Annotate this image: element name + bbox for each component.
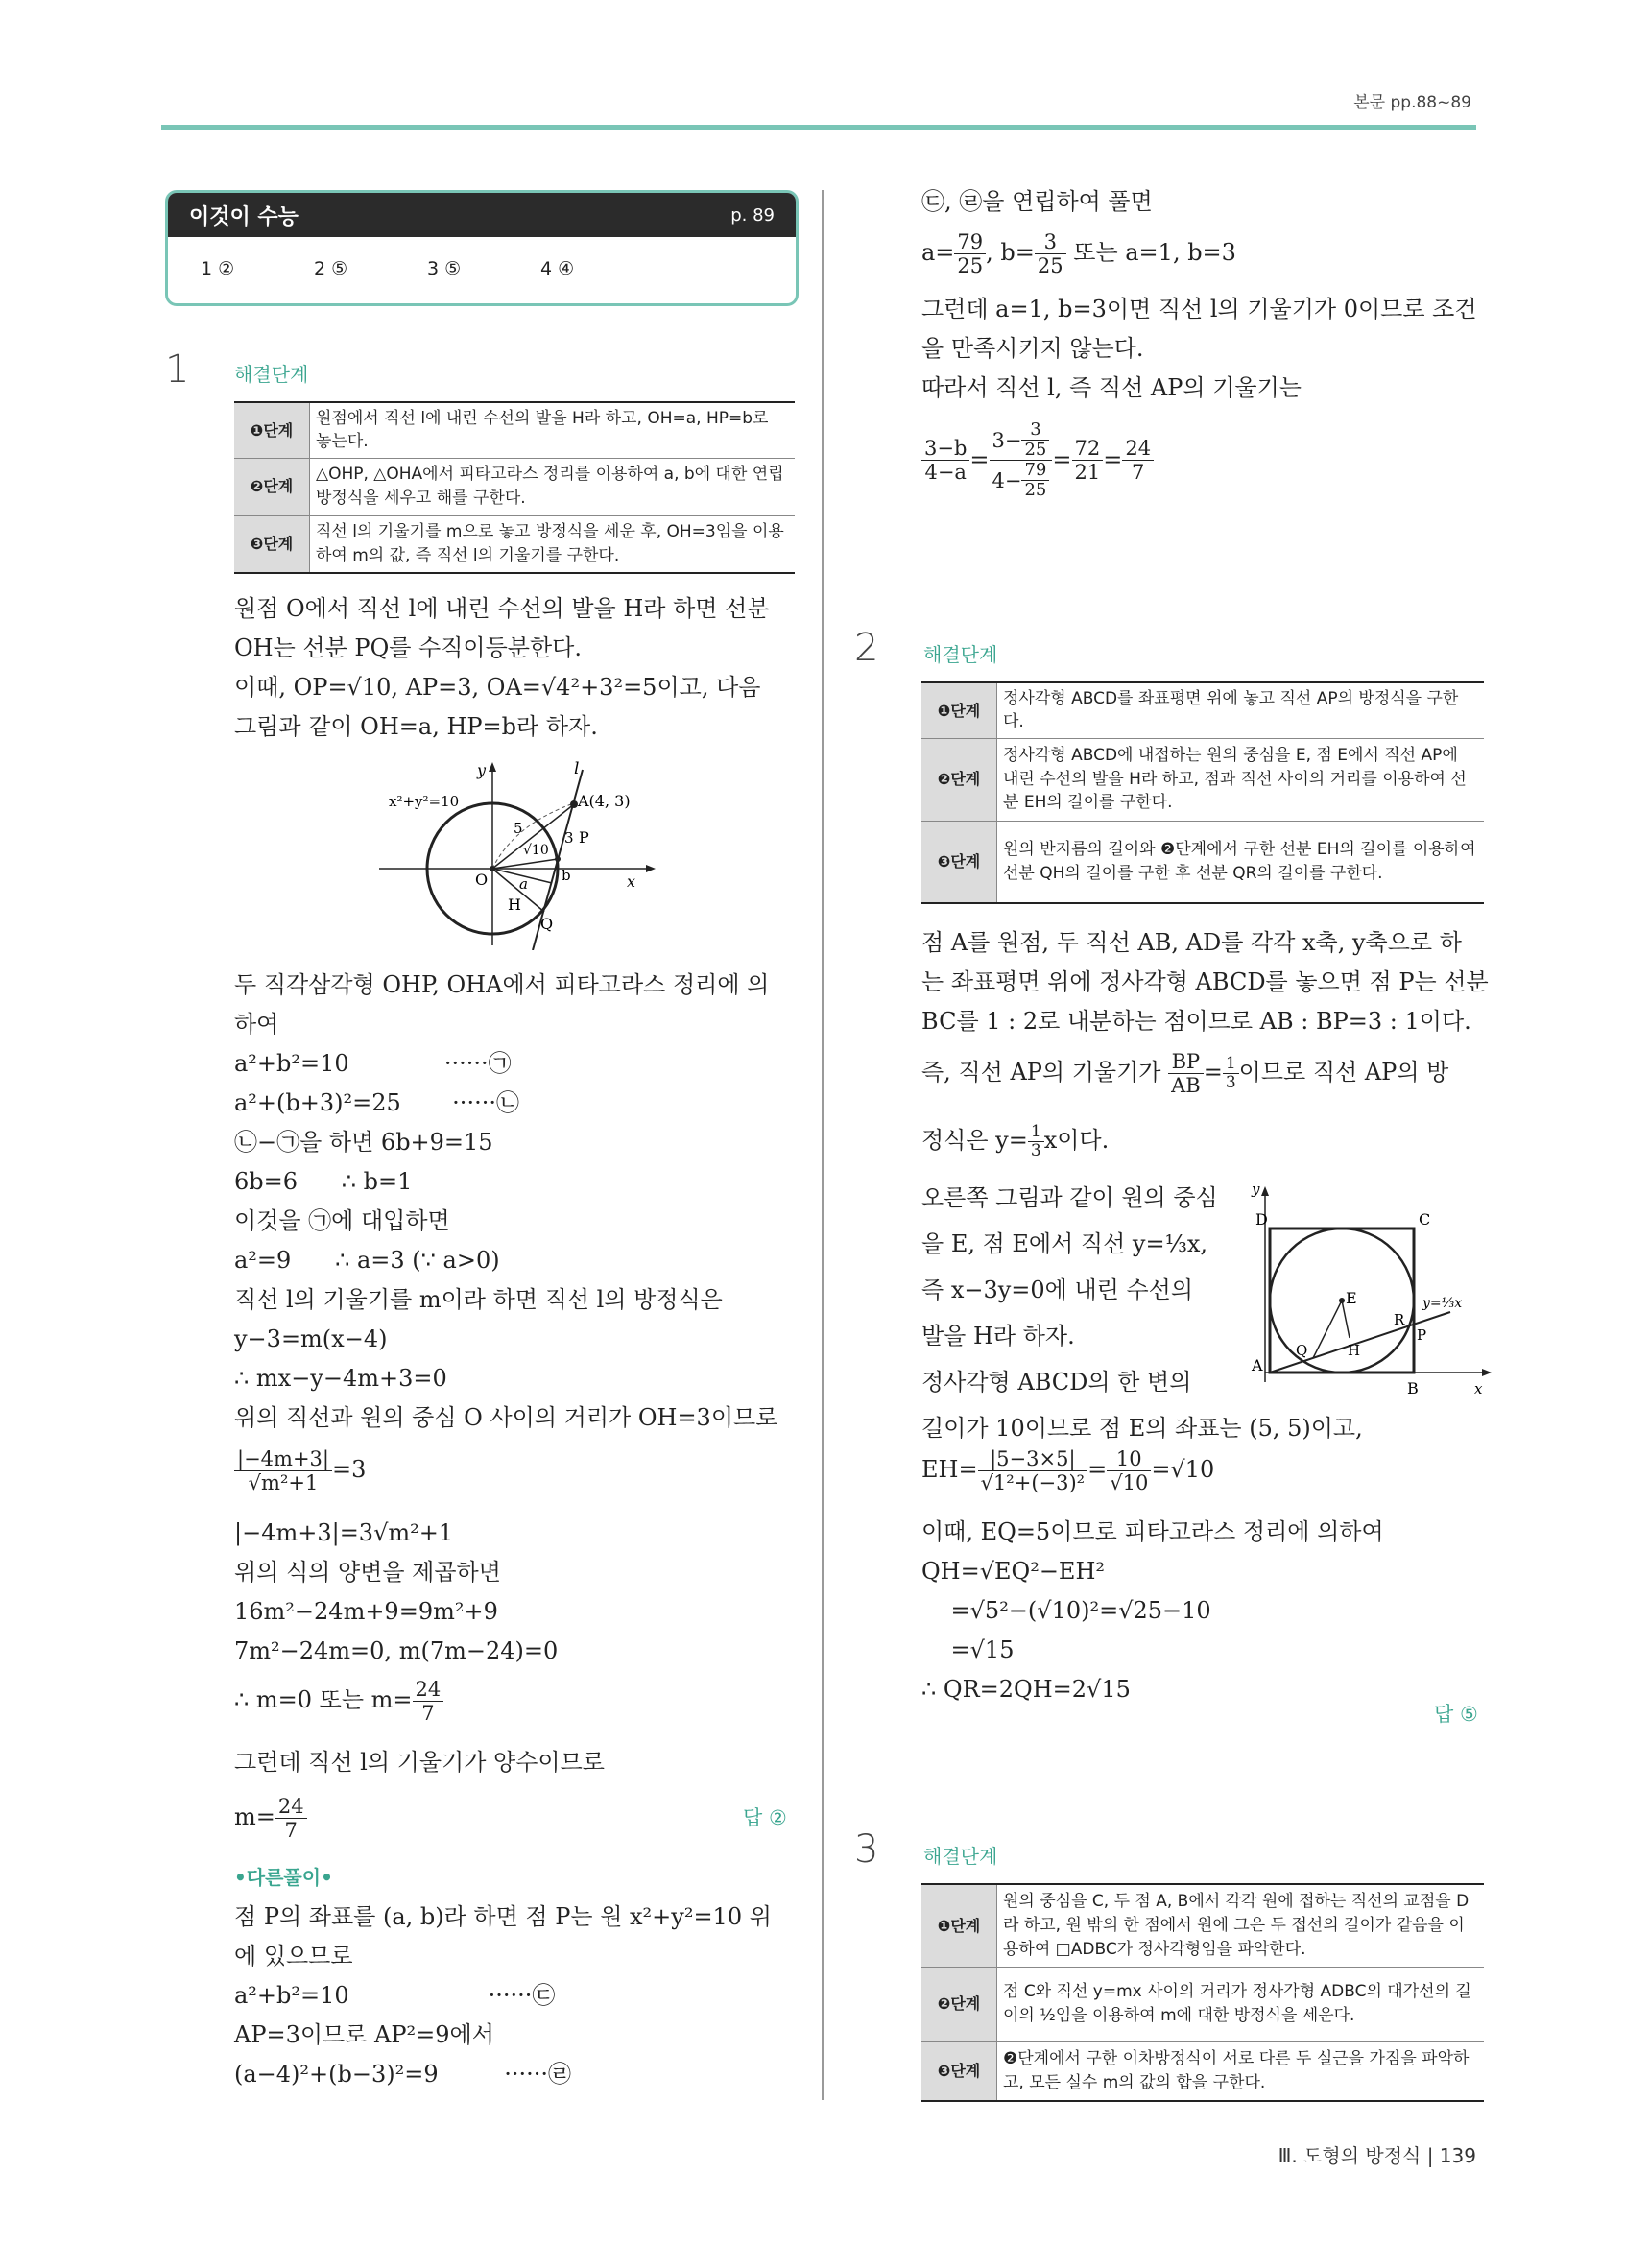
answer-item: 3 ⑤	[427, 258, 462, 279]
label-D: D	[1255, 1210, 1268, 1229]
problem-number: 1	[165, 347, 190, 392]
text-line: 16m²−24m+9=9m²+9	[234, 1598, 498, 1625]
page-footer: Ⅲ. 도형의 방정식 | 139	[1278, 2144, 1476, 2167]
text-line: 는 좌표평면 위에 정사각형 ABCD를 놓으면 점 P는 선분	[921, 968, 1489, 995]
header-rule	[161, 125, 1476, 130]
text-line: BC를 1 : 2로 내분하는 점이므로 AB : BP=3 : 1이다.	[921, 1008, 1471, 1035]
text-line: 이때, EQ=5이므로 피타고라스 정리에 의하여	[921, 1518, 1384, 1545]
text-line: 길이가 10이므로 점 E의 좌표는 (5, 5)이고,	[921, 1415, 1363, 1442]
label-three: 3	[564, 829, 574, 847]
slope-ap-line: 즉, 직선 AP의 기울기가 $\frac{BP}{AB}$ = $\frac{1}{3}$ 이므로 직선 AP의 방	[921, 1050, 1449, 1097]
alternative-solution-label: •다른풀이•	[234, 1866, 333, 1889]
step-tag: ❸단계	[921, 821, 997, 903]
fraction: $\frac{72}{21}$	[1072, 437, 1104, 484]
compound-fraction: 3− $\frac{3}{25}$ 4− $\frac{79}{25}$	[990, 420, 1053, 500]
solution-steps-label: 해결단계	[234, 363, 309, 386]
p1-alternative	[234, 1898, 772, 2094]
label-five: 5	[514, 820, 523, 837]
text-line: a²+b²=10 ······㉠	[234, 1050, 512, 1077]
label-Q: Q	[540, 915, 554, 933]
solution-steps-table	[234, 401, 795, 574]
answer-box	[165, 190, 799, 306]
step-text: 정사각형 ABCD에 내접하는 원의 중심을 E, 점 E에서 직선 AP에 내린 수선의 발을 H라 하고, 점과 직선 사이의 거리를 이용하여 선분 EH의 길이를 구한다.	[997, 738, 1485, 821]
label-A: A	[1252, 1356, 1263, 1374]
fraction: $\frac{3-b}{4-a}$	[921, 437, 969, 484]
text-line: 발을 H라 하자.	[921, 1323, 1075, 1349]
answer-item: 2 ⑤	[314, 258, 348, 279]
answer-list	[168, 237, 796, 279]
text-line: 원점 O에서 직선 l에 내린 수선의 발을 H라 하면 선분	[234, 595, 770, 622]
text-line: 그런데 a=1, b=3이면 직선 l의 기울기가 0이므로 조건	[921, 296, 1477, 322]
step-tag: ❷단계	[921, 1967, 997, 2041]
text-line: 이것을 ㉠에 대입하면	[234, 1207, 450, 1234]
text-line: y−3=m(x−4)	[234, 1325, 388, 1352]
text-line: a²+(b+3)²=25 ······㉡	[234, 1089, 519, 1116]
step-tag: ❷단계	[921, 738, 997, 821]
text-line: QH=√EQ²−EH²	[921, 1558, 1106, 1585]
solution-steps-label: 해결단계	[923, 1845, 998, 1868]
label-x: x	[627, 872, 636, 891]
fraction: $\frac{3}{25}$	[1035, 230, 1066, 277]
text-line: ∴ mx−y−4m+3=0	[234, 1365, 447, 1392]
label-B: B	[1407, 1379, 1419, 1397]
step-text: 직선 l의 기울기를 m으로 놓고 방정식을 세운 후, OH=3임을 이용하여 m의 값, 즉 직선 l의 기울기를 구한다.	[310, 515, 796, 573]
text-line: OH는 선분 PQ를 수직이등분한다.	[234, 634, 582, 661]
step-tag: ❶단계	[921, 682, 997, 738]
m-solution: ∴ m=0 또는 m= $\frac{24}{7}$	[234, 1678, 443, 1725]
label-Q: Q	[1296, 1342, 1308, 1359]
answer-box-title: 이것이 수능	[189, 204, 299, 229]
step-text: 원의 중심을 C, 두 점 A, B에서 각각 원에 접하는 직선의 교점을 D라 하고, 원 밖의 한 점에서 원에 그은 두 접선의 길이가 같음을 이용하여 □ADBC가 정사각형임을 파악한다.	[997, 1884, 1485, 1967]
solution-steps-table	[921, 681, 1484, 904]
step-tag: ❷단계	[234, 458, 310, 515]
label-E: E	[1346, 1289, 1357, 1307]
label-H: H	[508, 895, 521, 914]
text-line: |−4m+3|=3√m²+1	[234, 1519, 454, 1546]
label-A: A(4, 3)	[578, 792, 631, 810]
text-line: AP=3이므로 AP²=9에서	[234, 2021, 494, 2048]
step-tag: ❸단계	[234, 515, 310, 573]
label-a: a	[519, 875, 528, 893]
label-H: H	[1348, 1342, 1361, 1359]
text-line: 을 E, 점 E에서 직선 y=⅓x,	[921, 1230, 1208, 1257]
step-tag: ❸단계	[921, 2041, 997, 2101]
text-line: (a−4)²+(b−3)²=9 ······㉣	[234, 2061, 572, 2088]
step-text: 원의 반지름의 길이와 ❷단계에서 구한 선분 EH의 길이를 이용하여 선분 QH의 길이를 구한 후 선분 QR의 길이를 구한다.	[997, 821, 1485, 903]
fraction: $\frac{79}{25}$	[954, 230, 986, 277]
step-text: ❷단계에서 구한 이차방정식이 서로 다른 두 실근을 가짐을 파악하고, 모든 실수 m의 값의 합을 구한다.	[997, 2041, 1485, 2101]
answer-mark: 답 ②	[743, 1806, 787, 1829]
text-line: 오른쪽 그림과 같이 원의 중심	[921, 1184, 1218, 1211]
distance-equation: $\frac{|-4m+3|}{\text{√m²+1}}$ =3	[234, 1447, 366, 1494]
step-tag: ❶단계	[921, 1884, 997, 1967]
line-ap-equation: 정식은 y= $\frac{1}{3}$ x이다.	[921, 1122, 1110, 1160]
p1-body-b	[234, 966, 777, 1438]
p1-body-d	[234, 1743, 605, 1782]
slope-computation: $\frac{3-b}{4-a}$ = 3− $\frac{3}{25}$ 4− $\frac{79}{25}$ = $\frac{72}{21}$ = $\frac{24}{7}$	[921, 420, 1154, 500]
problem-number: 2	[854, 626, 879, 670]
text-line: 직선 l의 기울기를 m이라 하면 직선 l의 방정식은	[234, 1286, 723, 1313]
eh-distance: EH= $\frac{|5-3\times 5|}{\text{√1²+(−3)²}}$ = $\frac{10}{√10}$ =√10	[921, 1447, 1215, 1494]
fraction: $\frac{BP}{AB}$	[1168, 1050, 1204, 1097]
label-R: R	[1394, 1311, 1405, 1328]
step-text: 정사각형 ABCD를 좌표평면 위에 놓고 직선 AP의 방정식을 구한다.	[997, 682, 1485, 738]
answer-item: 1 ②	[201, 258, 235, 279]
text-line: 위의 식의 양변을 제곱하면	[234, 1559, 501, 1586]
solution-steps-label: 해결단계	[923, 643, 998, 666]
label-P: P	[1417, 1326, 1427, 1344]
step-tag: ❶단계	[234, 402, 310, 458]
final-answer-m: m= $\frac{24}{7}$	[234, 1795, 307, 1842]
text-line: 하여	[234, 1011, 279, 1038]
label-y: y	[477, 761, 487, 779]
text-line: 에 있으므로	[234, 1943, 353, 1970]
label-C: C	[1419, 1210, 1431, 1229]
fraction: $\frac{24}{7}$	[275, 1795, 307, 1842]
answer-box-header	[168, 193, 796, 237]
text-line: 을 만족시키지 않는다.	[921, 335, 1144, 362]
text-line: 정사각형 ABCD의 한 변의	[921, 1369, 1192, 1396]
text-line: 그런데 직선 l의 기울기가 양수이므로	[234, 1749, 605, 1776]
label-b: b	[562, 867, 571, 884]
label-circle-eq: x²+y²=10	[389, 793, 460, 810]
label-y: y	[1252, 1181, 1260, 1198]
y-axis-arrow	[1261, 1186, 1269, 1196]
answer-item: 4 ④	[540, 258, 575, 279]
fraction: $\frac{10}{√10}$	[1107, 1447, 1151, 1494]
label-sqrt10: √10	[523, 843, 549, 858]
label-P: P	[579, 828, 589, 847]
text-line: ㉢, ㉣을 연립하여 풀면	[921, 188, 1153, 215]
p1-continued-body	[921, 290, 1477, 408]
solution-steps-table	[921, 1883, 1484, 2102]
text-line: 7m²−24m=0, m(7m−24)=0	[234, 1637, 559, 1664]
circle-line-figure	[379, 758, 657, 950]
text-line: =√5²−(√10)²=√25−10	[921, 1597, 1211, 1624]
point-A	[570, 800, 578, 808]
label-line-eq: y=⅓x	[1422, 1296, 1463, 1311]
fraction: $\frac{1}{3}$	[1223, 1055, 1239, 1092]
problem-number: 3	[854, 1827, 879, 1872]
x-axis-arrow	[1482, 1369, 1492, 1376]
p2-body-c	[921, 1513, 1384, 1709]
step-text: 원점에서 직선 l에 내린 수선의 발을 H라 하고, OH=a, HP=b로 놓는다.	[310, 402, 796, 458]
p1-body-c	[234, 1514, 558, 1671]
label-O: O	[475, 871, 489, 889]
text-line: 6b=6 ∴ b=1	[234, 1168, 413, 1195]
text-line: 따라서 직선 l, 즉 직선 AP의 기울기는	[921, 374, 1302, 401]
text-line: 즉 x−3y=0에 내린 수선의	[921, 1277, 1194, 1303]
text-line: 그림과 같이 OH=a, HP=b라 하자.	[234, 713, 598, 740]
answer-box-page: p. 89	[730, 204, 775, 226]
text-line: a²+b²=10 ······㉢	[234, 1982, 556, 2009]
column-divider	[822, 190, 824, 2100]
text-line: 점 P의 좌표를 (a, b)라 하면 점 P는 원 x²+y²=10 위	[234, 1903, 772, 1930]
p1-continued-intro	[921, 182, 1153, 222]
fraction: $\frac{24}{7}$	[1122, 437, 1154, 484]
fraction: $\frac{24}{7}$	[413, 1678, 444, 1725]
fraction: $\frac{|5-3\times 5|}{\text{√1²+(−3)²}}$	[978, 1447, 1088, 1494]
page-reference: 본문 pp.88~89	[1353, 93, 1471, 112]
fraction: $\frac{|-4m+3|}{\text{√m²+1}}$	[234, 1447, 332, 1494]
step-text: 점 C와 직선 y=mx 사이의 거리가 정사각형 ADBC의 대각선의 길이의 ½임을 이용하여 m에 대한 방정식을 세운다.	[997, 1967, 1485, 2041]
square-circle-figure	[1244, 1181, 1494, 1401]
text-line: 점 A를 원점, 두 직선 AB, AD를 각각 x축, y축으로 하	[921, 929, 1462, 956]
label-l: l	[574, 759, 580, 778]
fraction: $\frac{1}{3}$	[1028, 1123, 1044, 1160]
text-line: =√15	[921, 1636, 1015, 1663]
label-x: x	[1474, 1380, 1483, 1397]
point-P	[555, 856, 561, 862]
alt-solution-values: a= $\frac{79}{25}$ , b= $\frac{3}{25}$ 또는 a=1, b=3	[921, 230, 1236, 277]
point-O	[490, 866, 495, 871]
text-line: 이때, OP=√10, AP=3, OA=√4²+3²=5이고, 다음	[234, 674, 761, 701]
answer-mark: 답 ⑤	[1434, 1703, 1478, 1726]
segment-OA	[492, 804, 574, 869]
text-line: 두 직각삼각형 OHP, OHA에서 피타고라스 정리에 의	[234, 971, 770, 998]
text-line: a²=9 ∴ a=3 (∵ a>0)	[234, 1247, 500, 1274]
y-axis-arrow	[489, 762, 496, 772]
text-line: 위의 직선과 원의 중심 O 사이의 거리가 OH=3이므로	[234, 1404, 778, 1431]
text-line: ㉡−㉠을 하면 6b+9=15	[234, 1129, 493, 1156]
text-line: ∴ QR=2QH=2√15	[921, 1676, 1131, 1703]
p2-body-a	[921, 923, 1489, 1041]
step-text: △OHP, △OHA에서 피타고라스 정리를 이용하여 a, b에 대한 연립방정식을 세우고 해를 구한다.	[310, 458, 796, 515]
p1-body-a	[234, 589, 769, 747]
x-axis-arrow	[646, 865, 656, 872]
point-E	[1339, 1298, 1345, 1303]
